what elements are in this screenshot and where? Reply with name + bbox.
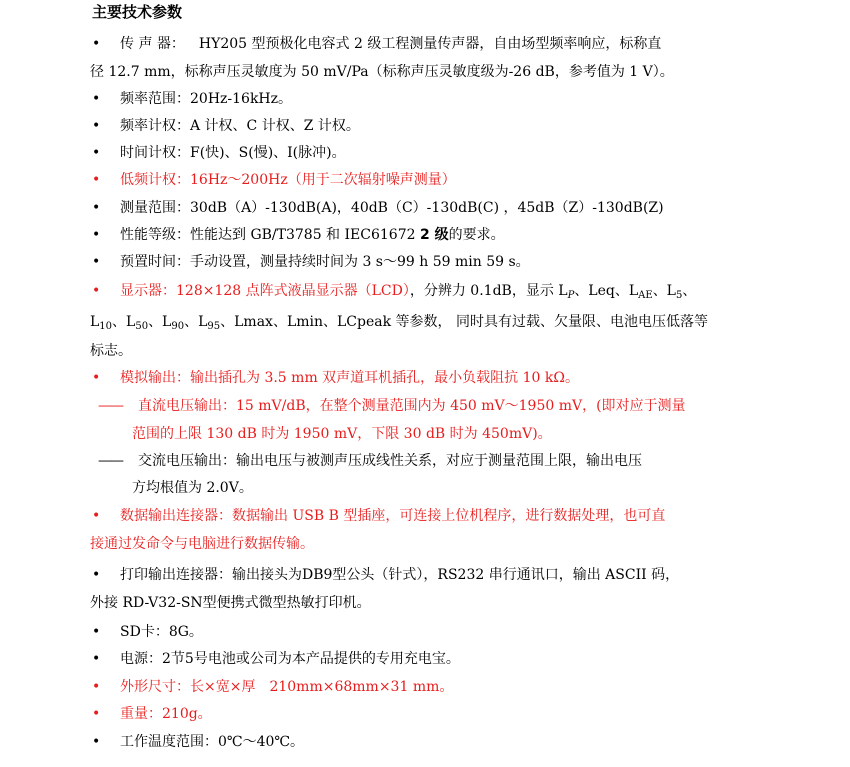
spec-print-output — [92, 565, 762, 585]
spec-lowfreq-weighting — [92, 170, 762, 190]
data-output-text: 数据输出连接器：数据输出 USB B 型插座，可连接上位机程序，进行数据处理，也可直 — [120, 508, 666, 524]
spec-power — [92, 649, 762, 669]
spec-dc-output-cont: 范围的上限 130 dB 时为 1950 mV，下限 30 dB 时为 450mV)。 — [132, 426, 552, 442]
subscript-5: 5 — [675, 290, 683, 301]
bullet: • — [92, 283, 101, 299]
spec-print-output-cont: 外接 RD-V32-SN型便携式微型热敏打印机。 — [90, 595, 371, 611]
analog-output-text: 模拟输出：输出插孔为 3.5 mm 双声道耳机插孔，最小负载阻抗 10 kΩ。 — [120, 370, 579, 386]
spec-sd-card — [92, 622, 762, 642]
stats-sep: 、L — [148, 314, 172, 330]
bullet: • — [92, 370, 101, 386]
spec-dc-output — [98, 396, 768, 416]
spec-work-temperature — [92, 732, 762, 752]
power-text: 电源：2节5号电池或公司为本产品提供的专用充电宝。 — [120, 651, 460, 667]
bullet: • — [92, 567, 101, 583]
bullet: • — [92, 227, 101, 243]
performance-class-bold: 2 级 — [419, 227, 449, 243]
subscript-10: 10 — [99, 321, 113, 332]
subscript-90: 90 — [171, 321, 185, 332]
measurement-range-text: 测量范围：30dB（A）-130dB(A)，40dB（C）-130dB(C) ，45dB（Z）-130dB(Z) — [120, 200, 664, 216]
lowfreq-weighting-text: 低频计权：16Hz～200Hz（用于二次辐射噪声测量） — [120, 172, 456, 188]
time-weighting-text: 时间计权：F(快)、S(慢)、I(脉冲)。 — [120, 145, 346, 161]
dash: —— — [98, 398, 122, 414]
subscript-50: 50 — [135, 321, 149, 332]
subscript-ae: AE — [638, 290, 653, 301]
bullet: • — [92, 145, 101, 161]
dimensions-text: 外形尺寸：长×宽×厚 210mm×68mm×31 mm。 — [120, 679, 454, 695]
frequency-range-text: 频率范围：20Hz-16kHz。 — [120, 91, 293, 107]
section-heading: 主要技术参数 — [92, 3, 183, 21]
spec-display — [92, 281, 762, 306]
bullet: • — [92, 36, 101, 52]
spec-weight — [92, 704, 762, 724]
dash: —— — [98, 453, 122, 469]
bullet: • — [92, 734, 101, 750]
bullet: • — [92, 118, 101, 134]
weight-text: 重量：210g。 — [120, 706, 212, 722]
subscript-95: 95 — [207, 321, 221, 332]
spec-microphone-cont: 径 12.7 mm，标称声压灵敏度为 50 mV/Pa（标称声压灵敏度级为-26 dB，参考值为 1 V）。 — [90, 64, 674, 80]
spec-data-output — [92, 506, 762, 526]
stats-sep: 、L — [184, 314, 208, 330]
spec-microphone — [92, 34, 762, 54]
subscript-p: P — [567, 290, 575, 301]
preset-time-text: 预置时间：手动设置，测量持续时间为 3 s～99 h 59 min 59 s。 — [120, 254, 530, 270]
print-output-text: 打印输出连接器：输出接头为DB9型公头（针式），RS232 串行通讯口，输出 ASCII 码， — [120, 567, 680, 583]
work-temperature-text: 工作温度范围：0℃～40℃。 — [120, 734, 305, 750]
stats-sep: 、L — [112, 314, 136, 330]
stats-rest: 、Lmax、Lmin、LCpeak 等参数， 同时具有过载、欠量限、电池电压低落等 — [220, 314, 708, 330]
display-text-red: 显示器：128×128 点阵式液晶显示器（LCD） — [120, 283, 410, 299]
sd-card-text: SD卡：8G。 — [120, 624, 203, 640]
display-text: ，分辨力 0.1dB，显示 L — [409, 283, 568, 299]
mic-text-line1: HY205 型预极化电容式 2 级工程测量传声器，自由场型频率响应，标称直 — [198, 36, 662, 52]
bullet: • — [92, 508, 101, 524]
display-leq: 、Leq、L — [574, 283, 639, 299]
stats-l: L — [90, 314, 100, 330]
performance-text: 性能等级：性能达到 GB/T3785 和 IEC61672 — [120, 227, 420, 243]
spec-dimensions — [92, 677, 762, 697]
display-l5: 、L — [652, 283, 676, 299]
bullet: • — [92, 679, 101, 695]
spec-frequency-weighting — [92, 116, 762, 136]
spec-ac-output — [98, 451, 768, 471]
spec-frequency-range — [92, 89, 762, 109]
ac-output-text: 交流电压输出：输出电压与被测声压成线性关系，对应于测量范围上限，输出电压 — [138, 453, 642, 469]
spec-preset-time — [92, 252, 762, 272]
performance-text-end: 的要求。 — [448, 227, 505, 243]
bullet: • — [92, 624, 101, 640]
spec-data-output-cont: 接通过发命令与电脑进行数据传输。 — [90, 536, 314, 552]
spec-measurement-range — [92, 198, 762, 218]
display-text-black — [410, 283, 697, 299]
spec-display-cont — [90, 312, 760, 337]
spec-performance-class — [92, 225, 762, 245]
mic-label: 传 声 器： — [120, 36, 185, 52]
spec-display-end: 标志。 — [90, 343, 132, 359]
bullet: • — [92, 254, 101, 270]
bullet: • — [92, 706, 101, 722]
spec-time-weighting — [92, 143, 762, 163]
frequency-weighting-text: 频率计权：A 计权、C 计权、Z 计权。 — [120, 118, 360, 134]
spec-analog-output — [92, 368, 762, 388]
spec-ac-output-cont: 方均根值为 2.0V。 — [132, 480, 253, 496]
display-tail: 、 — [682, 283, 697, 299]
bullet: • — [92, 91, 101, 107]
bullet: • — [92, 172, 101, 188]
bullet: • — [92, 651, 101, 667]
dc-output-text: 直流电压输出：15 mV/dB，在整个测量范围内为 450 mV～1950 mV，(即对应于测量 — [138, 398, 686, 414]
bullet: • — [92, 200, 101, 216]
